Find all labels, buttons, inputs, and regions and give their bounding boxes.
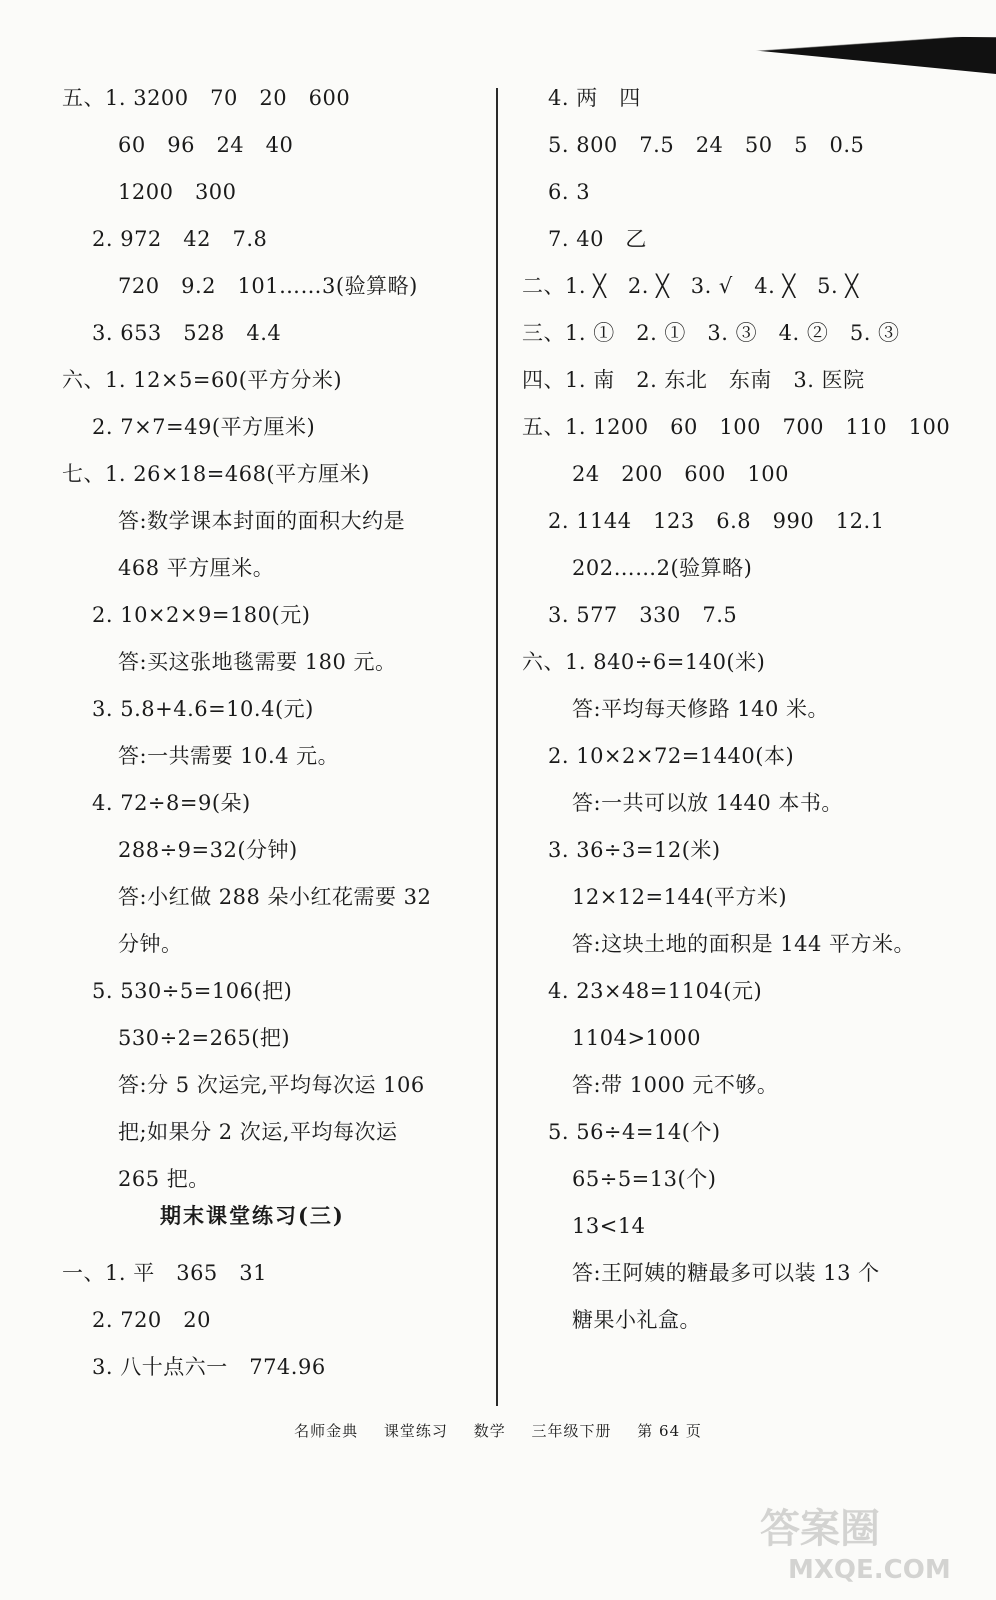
answer-line: 七、1. 26×18=468(平方厘米) (62, 462, 370, 486)
answer-line: 13<14 (572, 1214, 646, 1238)
answer-line: 五、1. 1200 60 100 700 110 100 (522, 415, 951, 439)
corner-print-mark (636, 34, 996, 74)
answer-line: 糖果小礼盒。 (572, 1308, 701, 1332)
answer-line: 4. 72÷8=9(朵) (92, 791, 251, 815)
answer-line: 3. 5.8+4.6=10.4(元) (92, 697, 314, 721)
answer-line: 1104>1000 (572, 1026, 701, 1050)
answer-line: 65÷5=13(个) (572, 1167, 717, 1191)
answer-line: 60 96 24 40 (118, 133, 294, 157)
answer-line: 答:一共需要 10.4 元。 (118, 744, 340, 768)
answer-line: 12×12=144(平方米) (572, 885, 788, 909)
answer-line: 答:一共可以放 1440 本书。 (572, 791, 843, 815)
answer-line: 265 把。 (118, 1167, 210, 1191)
answer-line: 4. 23×48=1104(元) (548, 979, 763, 1003)
answer-line: 5. 56÷4=14(个) (548, 1120, 721, 1144)
answer-line: 2. 10×2×72=1440(本) (548, 744, 795, 768)
answer-line: 四、1. 南 2. 东北 东南 3. 医院 (522, 368, 865, 392)
answer-line: 288÷9=32(分钟) (118, 838, 298, 862)
answer-line: 答:买这张地毯需要 180 元。 (118, 650, 397, 674)
answer-line: 468 平方厘米。 (118, 556, 275, 580)
answer-line: 720 9.2 101……3(验算略) (118, 274, 418, 298)
answer-line: 一、1. 平 365 31 (62, 1261, 268, 1285)
answer-line: 7. 40 乙 (548, 227, 647, 251)
answer-line: 4. 两 四 (548, 86, 641, 110)
footer-brand: 名师金典 (294, 1422, 359, 1440)
answer-line: 答:小红做 288 朵小红花需要 32 (118, 885, 432, 909)
answer-line: 2. 720 20 (92, 1308, 212, 1332)
answer-line: 530÷2=265(把) (118, 1026, 291, 1050)
answer-line: 5. 800 7.5 24 50 5 0.5 (548, 133, 865, 157)
answer-line: 三、1. ① 2. ① 3. ③ 4. ② 5. ③ (522, 321, 900, 345)
answer-line: 6. 3 (548, 180, 591, 204)
page-footer (0, 1420, 996, 1441)
answer-line: 3. 653 528 4.4 (92, 321, 282, 345)
answer-line: 答:数学课本封面的面积大约是 (118, 509, 406, 533)
answer-line: 五、1. 3200 70 20 600 (62, 86, 351, 110)
answer-line: 二、1. ╳ 2. ╳ 3. √ 4. ╳ 5. ╳ (522, 274, 859, 298)
answer-line: 1200 300 (118, 180, 237, 204)
answer-line: 2. 1144 123 6.8 990 12.1 (548, 509, 885, 533)
answer-line: 答:平均每天修路 140 米。 (572, 697, 830, 721)
answer-line: 2. 7×7=49(平方厘米) (92, 415, 316, 439)
answer-line: 分钟。 (118, 932, 183, 956)
answer-line: 2. 972 42 7.8 (92, 227, 268, 251)
watermark-text-bottom: MXQE.COM (788, 1555, 951, 1584)
footer-grade: 三年级下册 (531, 1422, 612, 1440)
answer-line: 3. 36÷3=12(米) (548, 838, 721, 862)
answer-line: 3. 八十点六一 774.96 (92, 1355, 326, 1379)
answer-line: 六、1. 840÷6=140(米) (522, 650, 766, 674)
answer-line: 六、1. 12×5=60(平方分米) (62, 368, 343, 392)
answer-line: 202……2(验算略) (572, 556, 753, 580)
answer-line: 24 200 600 100 (572, 462, 789, 486)
answer-line: 2. 10×2×9=180(元) (92, 603, 311, 627)
footer-subject: 数学 (473, 1422, 506, 1440)
watermark-text-top: 答案圈 (760, 1506, 880, 1552)
answer-line: 3. 577 330 7.5 (548, 603, 738, 627)
footer-series: 课堂练习 (383, 1422, 448, 1440)
column-divider (496, 88, 498, 1406)
section-heading: 期末课堂练习(三) (160, 1203, 345, 1228)
answer-line: 答:带 1000 元不够。 (572, 1073, 779, 1097)
answer-line: 答:分 5 次运完,平均每次运 106 (118, 1073, 425, 1097)
answer-line: 把;如果分 2 次运,平均每次运 (118, 1120, 398, 1144)
footer-page-number: 第 64 页 (637, 1422, 702, 1440)
answer-line: 答:王阿姨的糖最多可以装 13 个 (572, 1261, 880, 1285)
answer-line: 5. 530÷5=106(把) (92, 979, 293, 1003)
watermark-logo (748, 1498, 978, 1584)
answer-line: 答:这块土地的面积是 144 平方米。 (572, 932, 916, 956)
